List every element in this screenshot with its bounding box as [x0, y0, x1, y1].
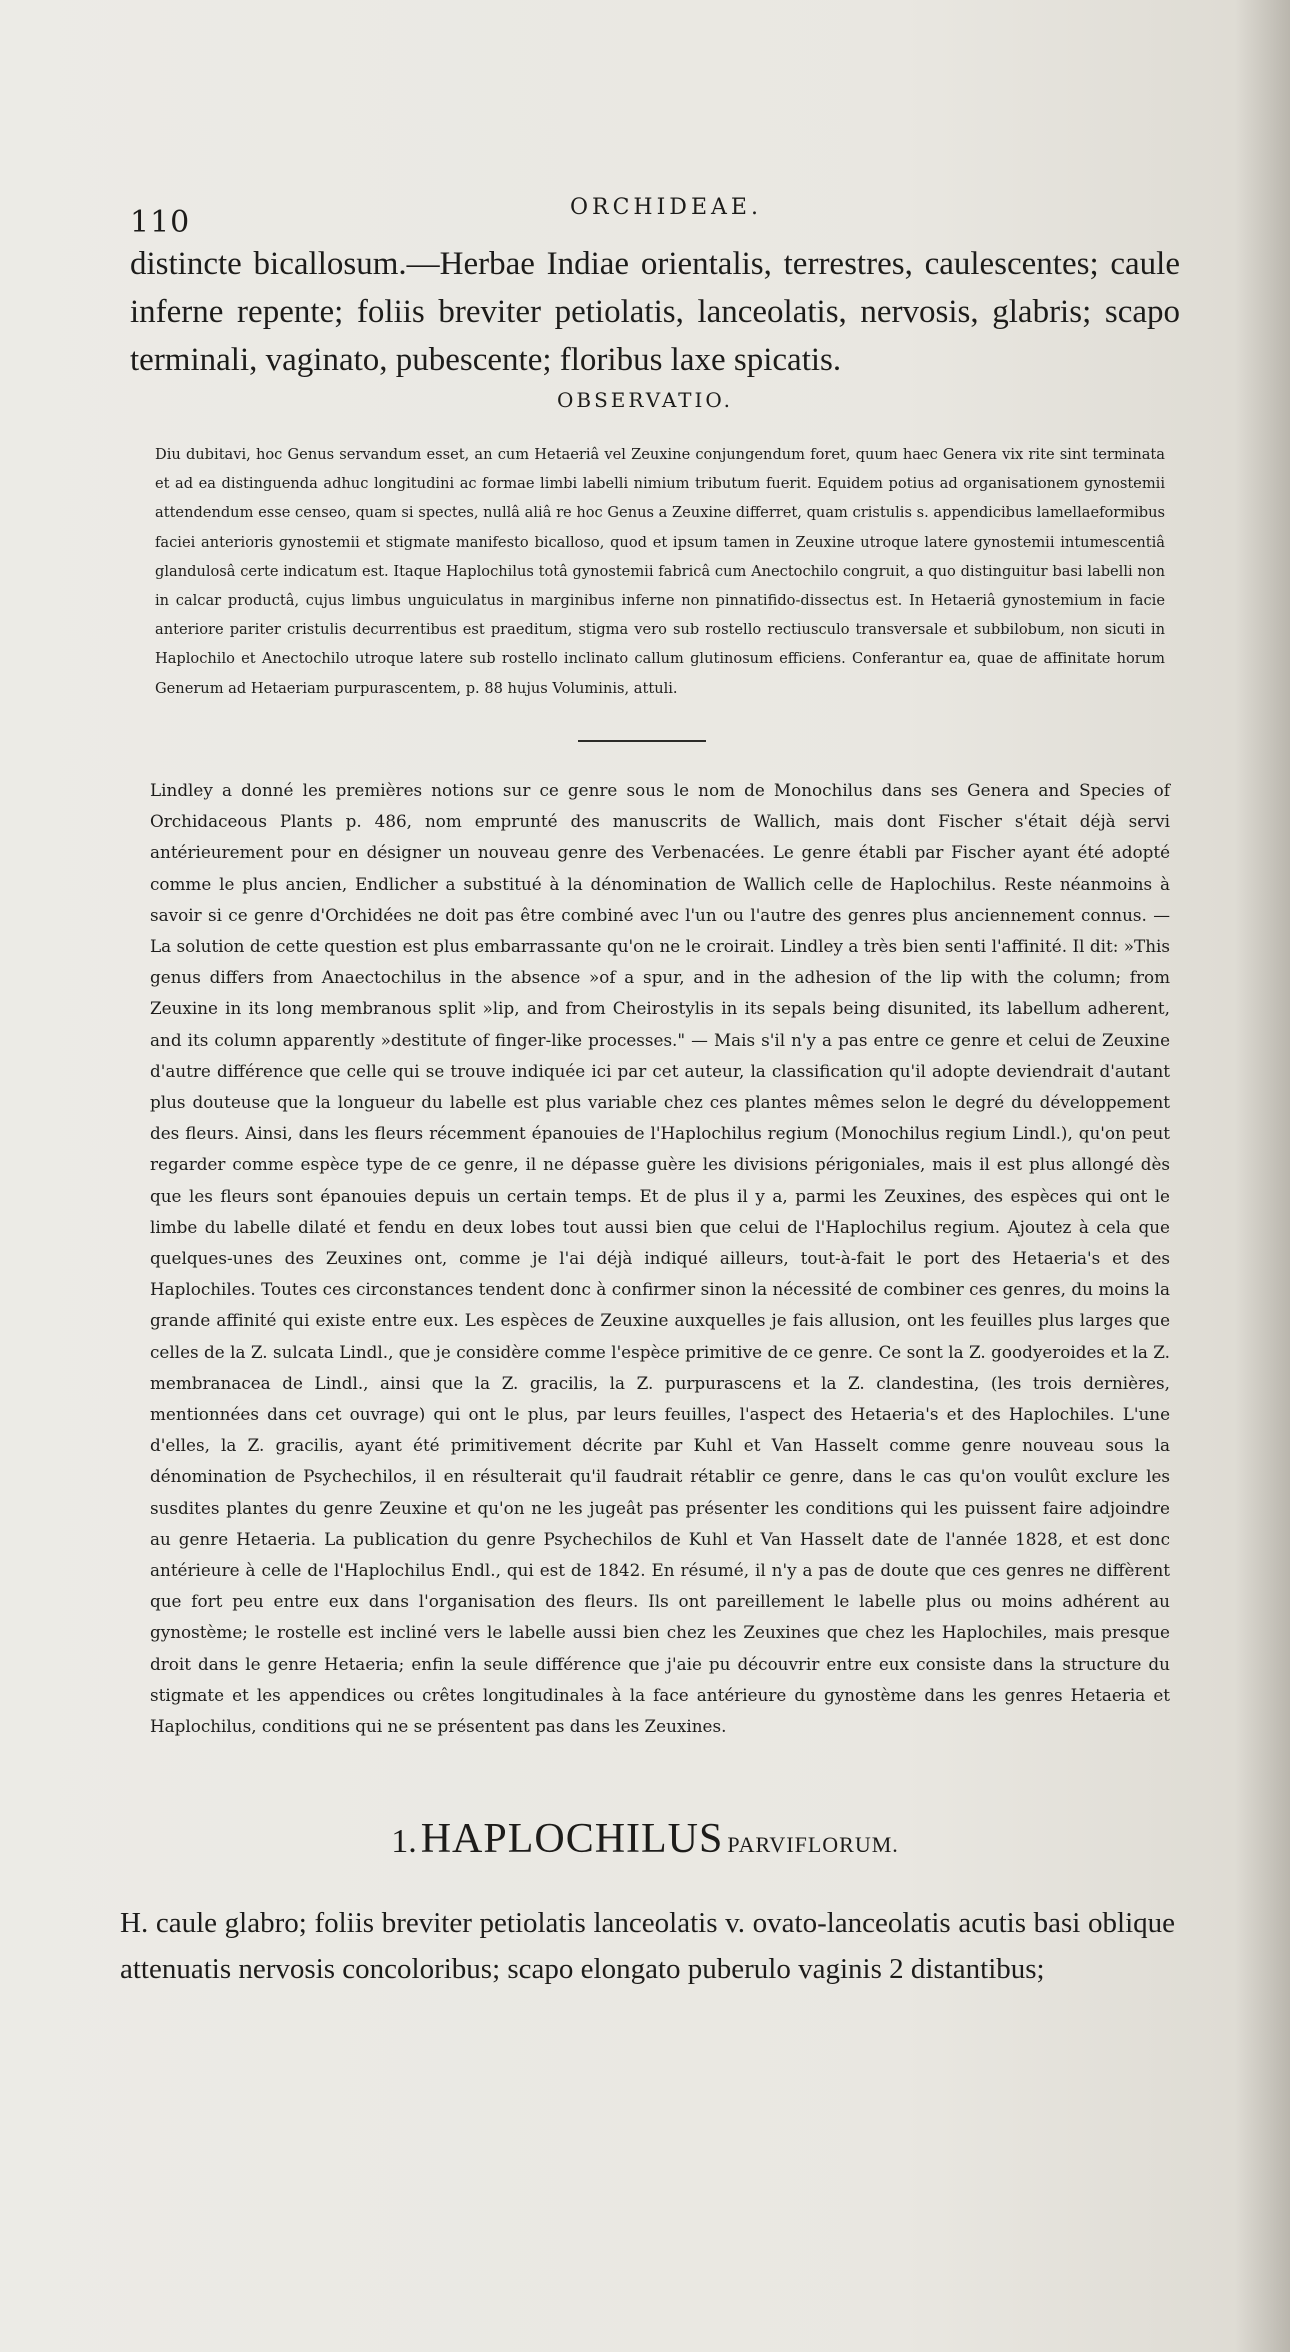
running-head: ORCHIDEAE. [570, 195, 762, 220]
intro-paragraph: distincte bicallosum.—Herbae Indiae orientalis, terrestres, caulescentes; caule inferne repente; foliis breviter petiolatis, lanceolatis, nervosis, glabris; scapo terminali, vaginato, pubescente; floribus laxe spicatis. [130, 246, 1180, 378]
page-number: 110 [130, 205, 191, 240]
observatio-text: Diu dubitavi, hoc Genus servandum esset, an cum Hetaeriâ vel Zeuxine conjungendum foret, quum haec Genera vix rite sint terminata et ad ea distinguenda adhuc longitudini ac formae limbi labelli nimium tributum fuerit. Equidem potius ad organisationem gynostemii attendendum esse censeo, quam si spectes, nullâ aliâ re hoc Genus a Zeuxine differret, quam cristulis s. appendicibus lamellaeformibus faciei anterioris gynostemii et stigmate manifesto bicalloso, quod et ipsum tamen in Zeuxine utroque latere gynostemii intumescentiâ glandulosâ certe indicatum est. Itaque Haplochilus totâ gynostemii fabricâ cum Anectochilo congruit, a quo distinguitur basi labelli non in calcar productâ, cujus limbus unguiculatus in marginibus inferne non pinnatifido-dissectus est. In Hetaeriâ gynostemium in facie anteriore pariter cristulis decurrentibus est praeditum, stigma vero sub rostello rectiusculo transversale et subbilobum, non sicuti in Haplochilo et Anectochilo utroque latere sub rostello inclinato callum glutinosum efficiens. Conferantur ea, quae de affinitate horum Generum ad Hetaeriam purpurascentem, p. 88 hujus Voluminis, attuli. [155, 446, 1165, 697]
species-genus: HAPLOCHILUS [420, 1816, 724, 1862]
species-heading [0, 1815, 1290, 1863]
commentary-text: Lindley a donné les premières notions sur ce genre sous le nom de Monochilus dans ses Genera and Species of Orchidaceous Plants p. 486, nom emprunté des manuscrits de Wallich, mais dont Fischer s'était déjà servi antérieurement pour en désigner un nouveau genre des Verbenacées. Le genre établi par Fischer ayant été adopté comme le plus ancien, Endlicher a substitué à la dénomination de Wallich celle de Haplochilus. Reste néanmoins à savoir si ce genre d'Orchidées ne doit pas être combiné avec l'un ou l'autre des genres plus anciennement connus. — La solution de cette question est plus embarrassante qu'on ne le croirait. Lindley a très bien senti l'affinité. Il dit: »This genus differs from Anaectochilus in the absence »of a spur, and in the adhesion of the lip with the column; from Zeuxine in its long membranous split »lip, and from Cheirostylis in its sepals being disunited, its labellum adherent, and its column apparently »destitute of finger-like processes." — Mais s'il n'y a pas entre ce genre et celui de Zeuxine d'autre différence que celle qui se trouve indiquée ici par cet auteur, la classification qu'il adopte deviendrait d'autant plus douteuse que la longueur du labelle est plus variable chez ces plantes mêmes selon le degré du développement des fleurs. Ainsi, dans les fleurs récemment épanouies de l'Haplochilus regium (Monochilus regium Lindl.), qu'on peut regarder comme espèce type de ce genre, il ne dépasse guère les divisions périgoniales, mais il est plus allongé dès que les fleurs sont épanouies depuis un certain temps. Et de plus il y a, parmi les Zeuxines, des espèces qui ont le limbe du labelle dilaté et fendu en deux lobes tout aussi bien que celui de l'Haplochilus regium. Ajoutez à cela que quelques-unes des Zeuxines ont, comme je l'ai déjà indiqué ailleurs, tout-à-fait le port des Hetaeria's et des Haplochiles. Toutes ces circonstances tendent donc à confirmer sinon la nécessité de combiner ces genres, du moins la grande affinité qui existe entre eux. Les espèces de Zeuxine auxquelles je fais allusion, ont les feuilles plus larges que celles de la Z. sulcata Lindl., que je considère comme l'espèce primitive de ce genre. Ce sont la Z. goodyeroides et la Z. membranacea de Lindl., ainsi que la Z. gracilis, la Z. purpurascens et la Z. clandestina, (les trois dernières, mentionnées dans cet ouvrage) qui ont le plus, par leurs feuilles, l'aspect des Hetaeria's et des Haplochiles. L'une d'elles, la Z. gracilis, ayant été primitivement décrite par Kuhl et Van Hasselt comme genre nouveau sous la dénomination de Psychechilos, il en résulterait qu'il faudrait rétablir ce genre, dans le cas qu'on voulût exclure les susdites plantes du genre Zeuxine et qu'on ne les jugeât pas présenter les conditions qui les puissent faire adjoindre au genre Hetaeria. La publication du genre Psychechilos de Kuhl et Van Hasselt date de l'année 1828, et est donc antérieure à celle de l'Haplochilus Endl., qui est de 1842. En résumé, il n'y a pas de doute que ces genres ne diffèrent que fort peu entre eux dans l'organisation des fleurs. Ils ont pareillement le labelle plus ou moins adhérent au gynostème; le rostelle est incliné vers le labelle aussi bien chez les Zeuxines que chez les Haplochiles, mais presque droit dans le genre Hetaeria; enfin la seule différence que j'aie pu découvrir entre eux consiste dans la structure du stigmate et les appendices ou crêtes longitudinales à la face antérieure du gynostème dans les genres Hetaeria et Haplochilus, conditions qui ne se présentent pas dans les Zeuxines. [150, 780, 1170, 1737]
page-spine-shadow [1235, 0, 1290, 2352]
species-epithet: PARVIFLORUM. [727, 1832, 899, 1857]
species-description: H. caule glabro; foliis breviter petiolatis lanceolatis v. ovato-lanceolatis acutis basi oblique attenuatis nervosis concoloribus; scapo elongato puberulo vaginis 2 distantibus; [120, 1907, 1175, 1985]
section-divider [578, 740, 706, 742]
observatio-heading: OBSERVATIO. [557, 388, 733, 412]
species-number: 1. [391, 1823, 417, 1860]
